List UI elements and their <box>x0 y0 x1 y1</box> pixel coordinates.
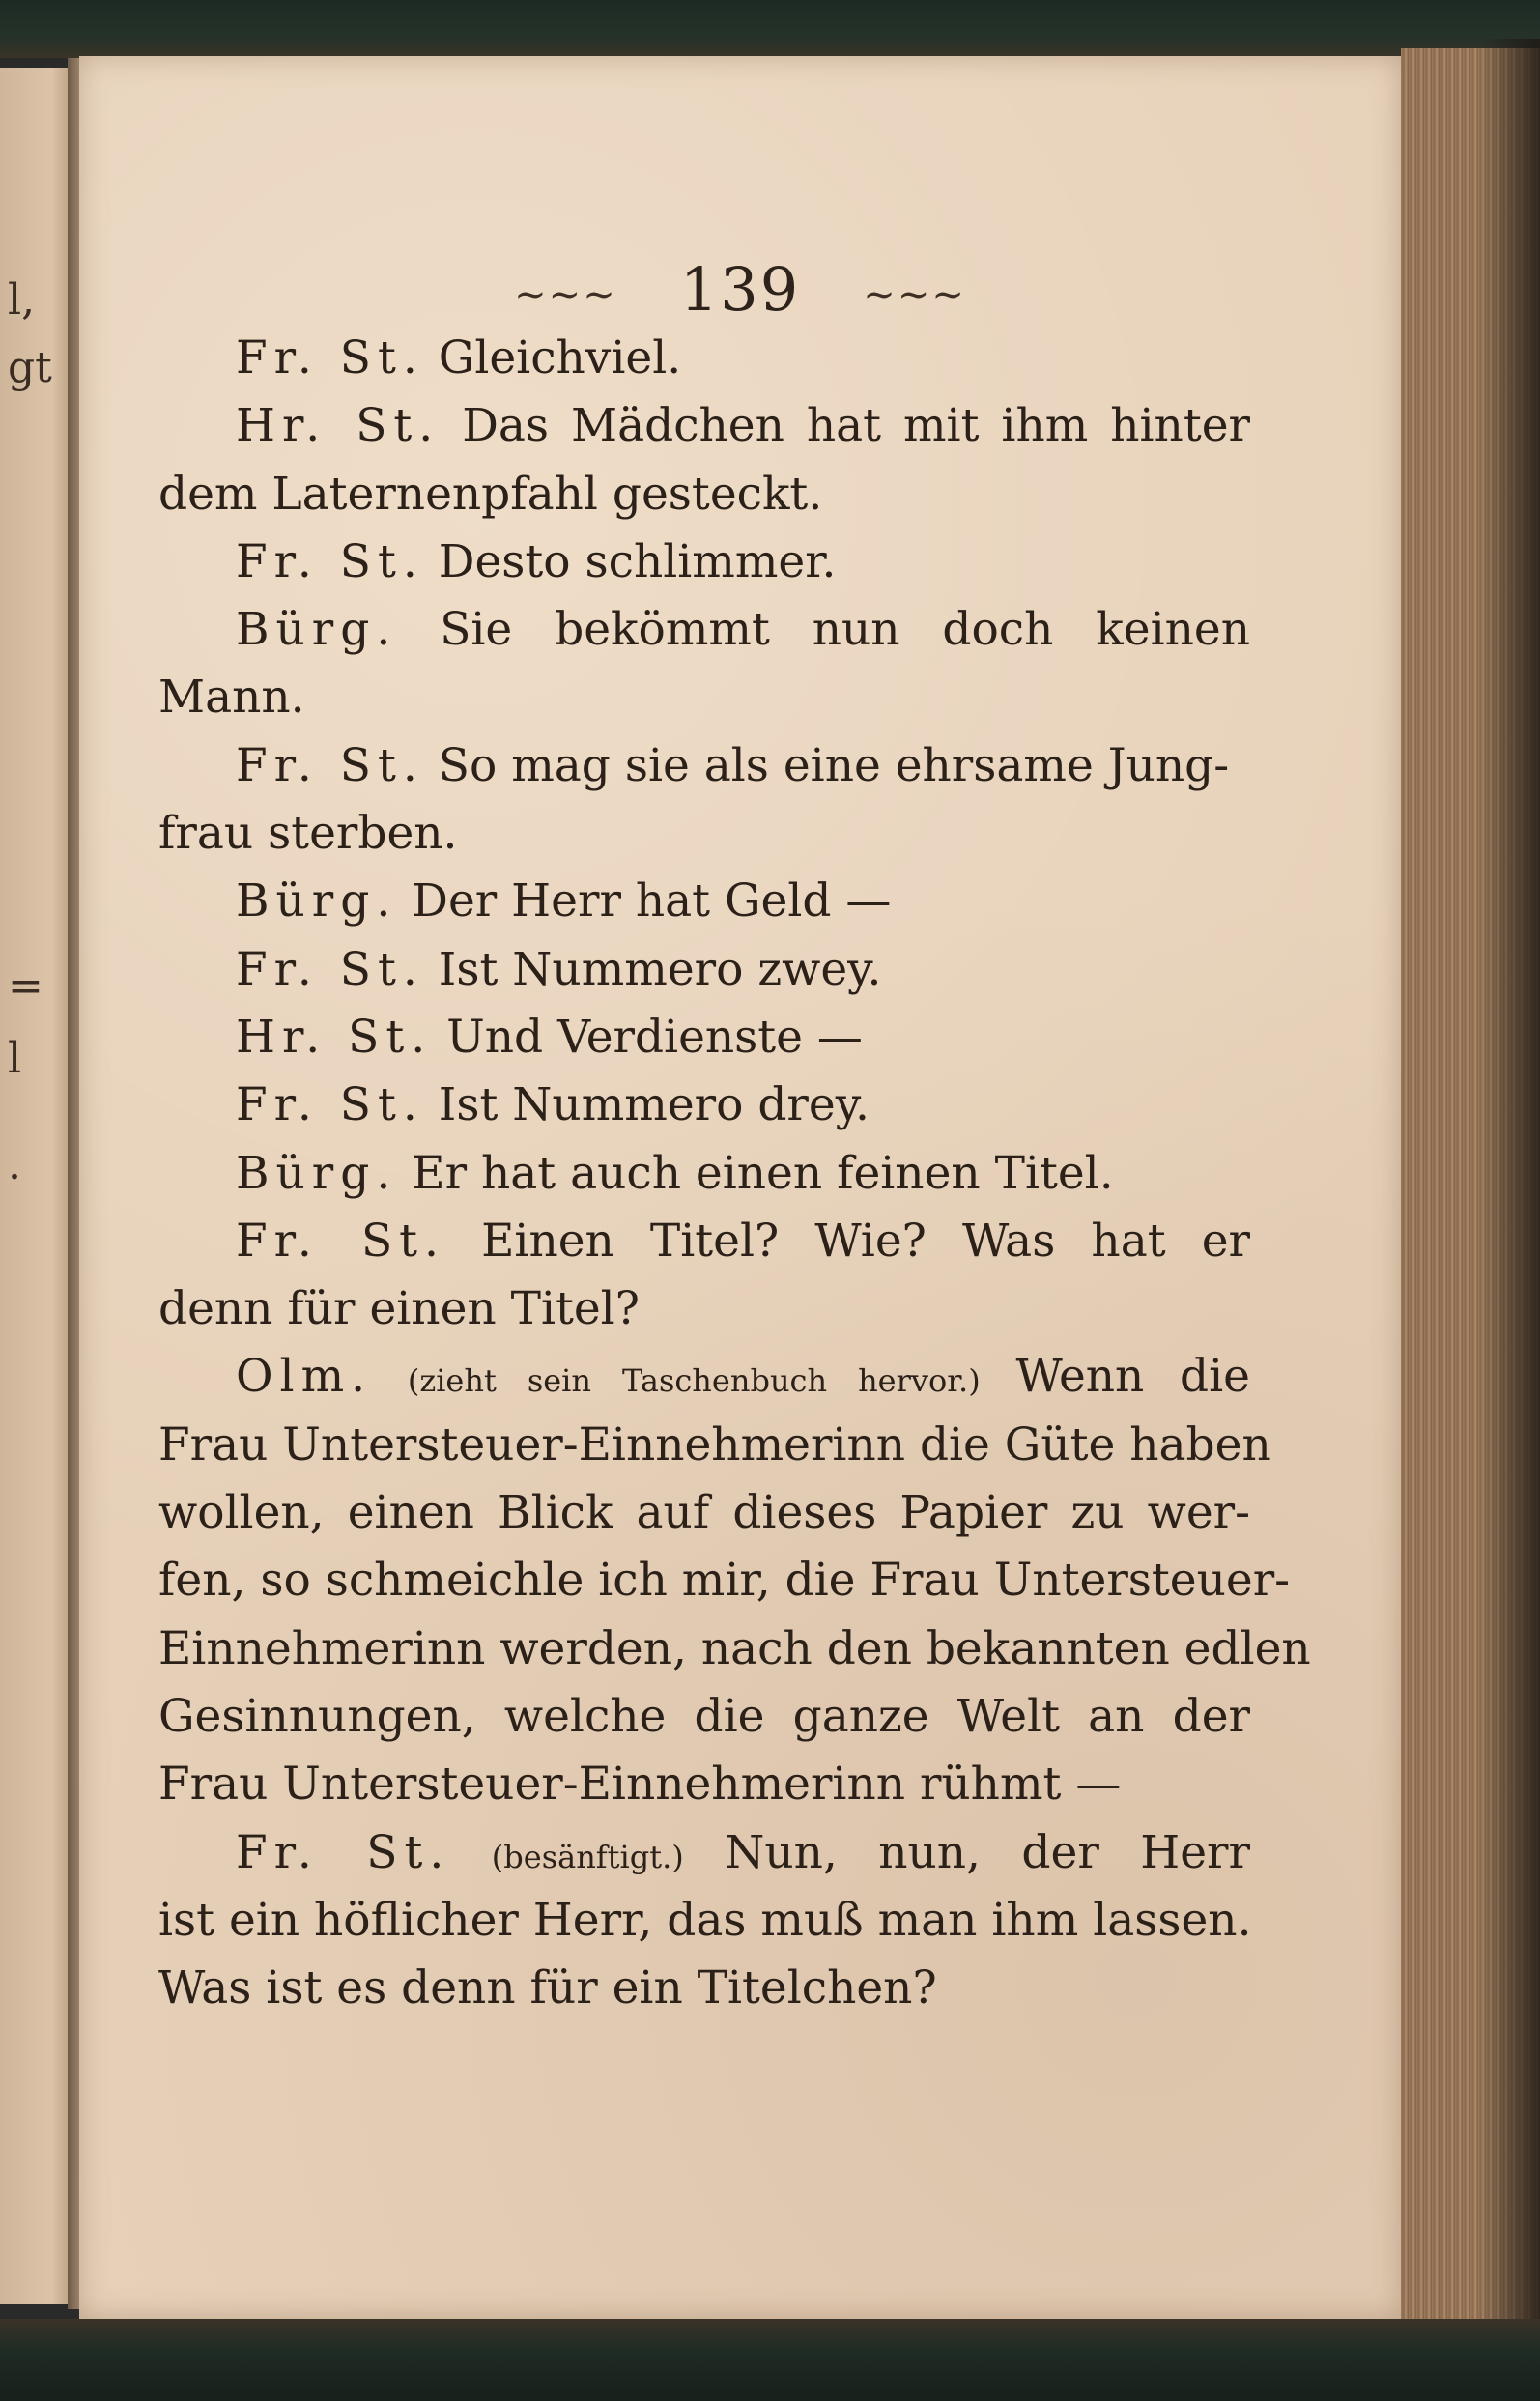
book-binding-bottom <box>0 2319 1540 2401</box>
text-line: Bürg. Er hat auch einen feinen Titel. <box>236 1146 1114 1200</box>
header-ornament-left: ~~~ <box>514 272 617 317</box>
speaker: Fr. St. <box>236 1825 451 1879</box>
text-line: Bürg. Sie bekömmt nun doch keinen <box>236 603 1250 657</box>
stage-direction: (besänftigt.) <box>491 1838 684 1875</box>
stage-direction: (zieht sein Taschenbuch hervor.) <box>407 1362 981 1400</box>
text-line: Hr. St. Und Verdienste — <box>236 1010 863 1064</box>
text-line: Fr. St. Gleichviel. <box>236 331 682 385</box>
text-line: wollen, einen Blick auf dieses Papier zu wer- <box>158 1486 1250 1540</box>
speaker: Fr. St. <box>236 534 424 588</box>
speaker: Hr. St. <box>236 399 441 453</box>
text-line: fen, so schmeichle ich mir, die Frau Untersteuer- <box>158 1554 1291 1608</box>
speaker: Bürg. <box>236 874 398 929</box>
speaker: Fr. St. <box>236 331 424 385</box>
text-line: Frau Untersteuer-Einnehmerinn die Güte haben <box>158 1417 1271 1472</box>
facing-page-fragment: l <box>8 1034 22 1083</box>
text-line: Bürg. Der Herr hat Geld — <box>236 874 892 929</box>
text-line: Mann. <box>158 671 305 725</box>
book-binding-top <box>0 0 1540 58</box>
text-line: Fr. St. Desto schlimmer. <box>236 534 837 588</box>
text-line: Fr. St. So mag sie als eine ehrsame Jung- <box>236 738 1230 792</box>
text-line: denn für einen Titel? <box>158 1282 640 1336</box>
page-text <box>158 325 1311 2022</box>
text-line: frau sterben. <box>158 807 458 861</box>
cover-edge-shadow <box>1478 39 1540 2329</box>
facing-page-fragment: . <box>8 1140 21 1189</box>
text-line: Was ist es denn für ein Titelchen? <box>158 1961 937 2015</box>
text-line: ist ein höflicher Herr, das muß man ihm lassen. <box>158 1893 1252 1947</box>
facing-page-fragment: gt <box>8 343 52 392</box>
page-header <box>79 254 1401 325</box>
text-line: Fr. St. Ist Nummero zwey. <box>236 942 882 996</box>
header-ornament-right: ~~~ <box>863 272 966 317</box>
book-page <box>79 56 1401 2319</box>
speaker: Hr. St. <box>236 1010 433 1064</box>
speaker: Fr. St. <box>236 942 424 996</box>
text-line: Fr. St. Ist Nummero drey. <box>236 1078 870 1132</box>
text-line: Gesinnungen, welche die ganze Welt an der <box>158 1689 1250 1743</box>
speaker: Fr. St. <box>236 1214 445 1268</box>
text-line: Fr. St. (besänftigt.) Nun, nun, der Herr <box>236 1825 1250 1879</box>
text-line: Fr. St. Einen Titel? Wie? Was hat er <box>236 1214 1250 1268</box>
text-line: Frau Untersteuer-Einnehmerinn rühmt — <box>158 1758 1122 1812</box>
page-number: 139 <box>679 254 801 325</box>
speaker: Fr. St. <box>236 1078 424 1132</box>
speaker: Bürg. <box>236 603 398 657</box>
text-line: Einnehmerinn werden, nach den bekannten edlen <box>158 1621 1311 1675</box>
facing-page-fragment: l, <box>8 275 36 325</box>
text-line: dem Laternenpfahl gesteckt. <box>158 467 823 521</box>
facing-page-edge <box>0 68 73 2304</box>
speaker: Bürg. <box>236 1146 398 1200</box>
speaker: Olm. <box>236 1350 373 1404</box>
speaker: Fr. St. <box>236 738 424 792</box>
text-line: Hr. St. Das Mädchen hat mit ihm hinter <box>236 399 1250 453</box>
text-line: Olm. (zieht sein Taschenbuch hervor.) Wenn die <box>236 1350 1250 1404</box>
facing-page-fragment: = <box>8 961 43 1011</box>
